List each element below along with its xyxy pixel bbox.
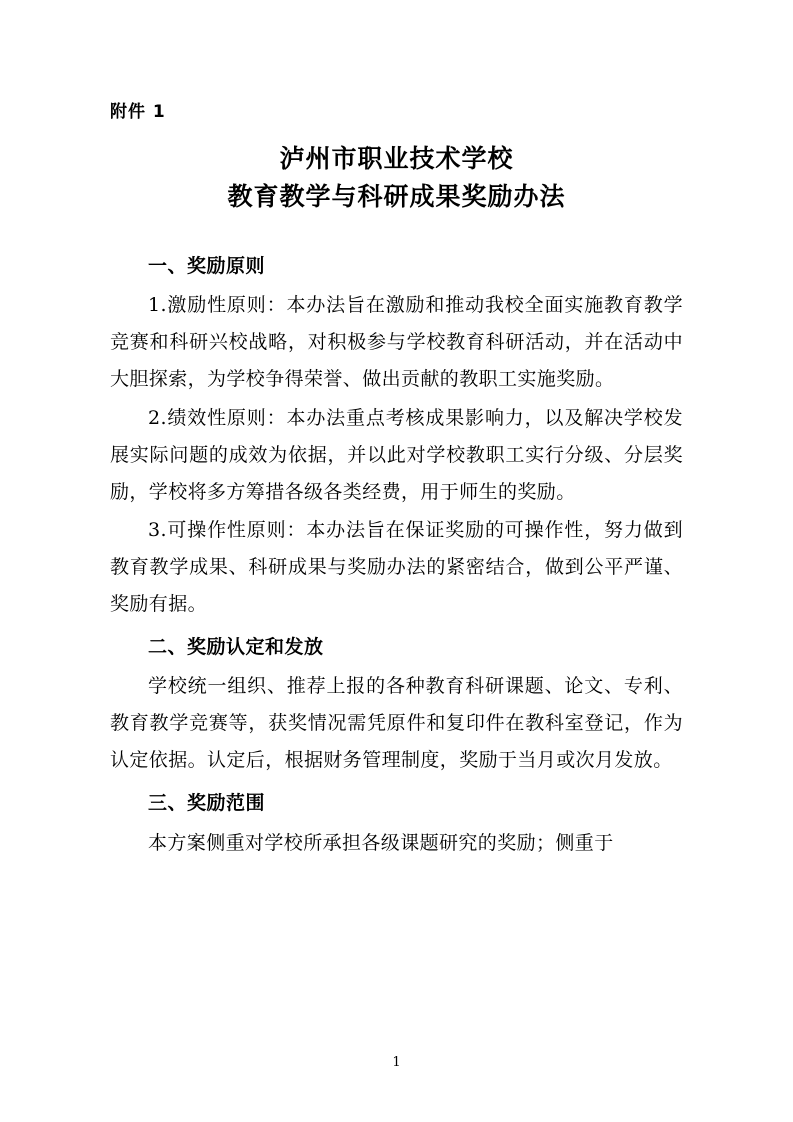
section-heading: 二、奖励认定和发放 [148,635,324,658]
paragraph: 3.可操作性原则：本办法旨在保证奖励的可操作性，努力做到教育教学成果、科研成果与奖励办法的紧密结合，做到公平严谨、奖励有据。 [110,518,683,615]
section-award-scope [110,788,683,861]
page-title-line-1: 泸州市职业技术学校 [279,143,514,173]
paragraph: 1.激励性原则：本办法旨在激励和推动我校全面实施教育教学竞赛和科研兴校战略，对积极参与学校教育科研活动，并在活动中大胆探索，为学校争得荣誉、做出贡献的教职工实施奖励。 [110,294,683,391]
section-heading: 一、奖励原则 [148,255,266,277]
page-title [110,140,683,218]
paragraph: 本方案侧重对学校所承担各级课题研究的奖励；侧重于 [148,831,614,854]
page-number: 1 [392,1055,401,1070]
paragraph: 学校统一组织、推荐上报的各种教育科研课题、论文、专利、教育教学竞赛等，获奖情况需凭原件和复印件在教科室登记，作为认定依据。认定后，根据财务管理制度，奖励于当月或次月发放。 [110,675,683,772]
section-awards-principles [110,251,683,623]
section-award-recognition [110,632,683,780]
page-title-line-2: 教育教学与科研成果奖励办法 [227,182,566,212]
attachment-label: 附件 1 [110,102,166,122]
section-heading: 三、奖励范围 [148,792,266,815]
paragraph: 2.绩效性原则：本办法重点考核成果影响力，以及解决学校发展实际问题的成效为依据，并以此对学校教职工实行分级、分层奖励，学校将多方筹措各级各类经费，用于师生的奖励。 [110,406,683,503]
